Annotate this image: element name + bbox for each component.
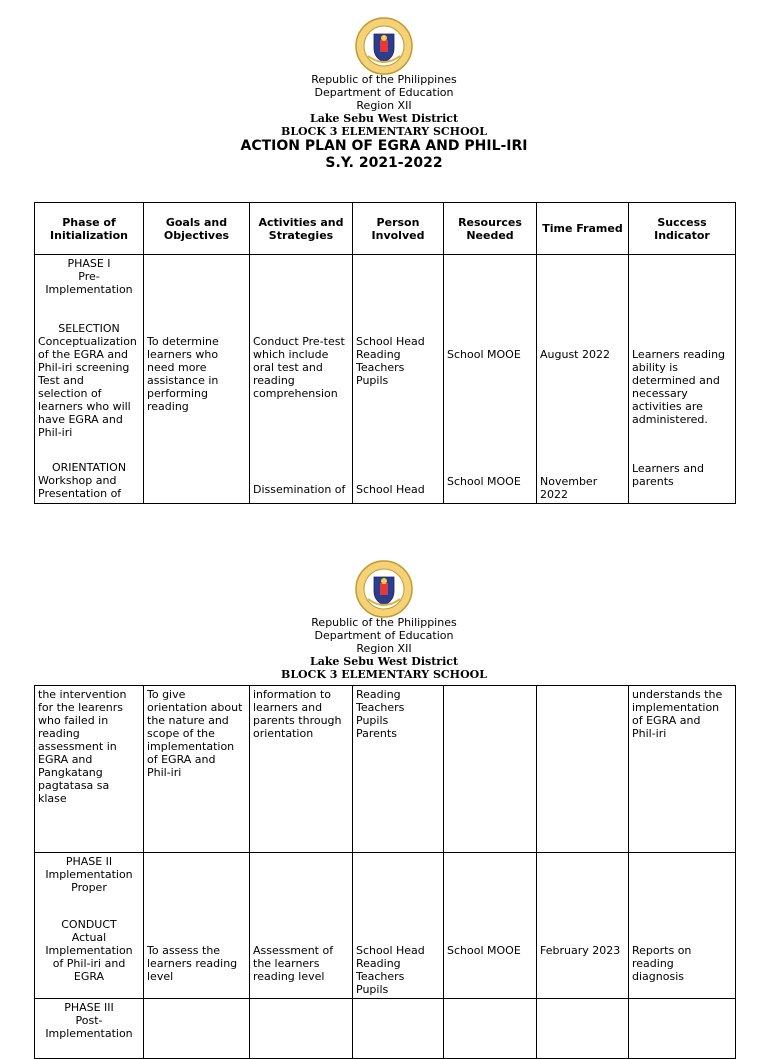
cell-phase [35,853,144,999]
letterhead-line-republic: Republic of the Philippines [311,73,457,86]
cell-indicator [629,999,736,1059]
cell-persons: School Head Reading Teachers Pupils [353,853,444,999]
deped-seal-icon [354,16,414,76]
cell-phase: the intervention for the learenrs who failed in reading assessment in EGRA and Pangkatang pagtatasa sa klase [35,686,144,853]
selection-phase: SELECTION Conceptualization of the EGRA and Phil-iri screening Test and selection of learners who will have EGRA and Phil-iri [38,322,137,439]
orientation-resources: School MOOE [447,475,521,488]
letterhead-line-department: Department of Education [314,86,454,99]
table-row [35,999,736,1059]
orientation-activities: Dissemination of [253,483,346,496]
header-persons: Person Involved [353,203,444,255]
letterhead-line-republic: Republic of the Philippines [311,616,457,629]
deped-seal-icon [354,559,414,619]
letterhead-district: Lake Sebu West District [309,112,459,125]
cell-activities [250,255,353,504]
selection-indicator: Learners reading ability is determined and necessary activities are administered. [632,348,726,426]
orientation-indicator: Learners and parents [632,462,704,488]
school-year: S.Y. 2021-2022 [325,155,443,171]
letterhead [0,73,768,172]
table-row [35,853,736,999]
selection-resources: School MOOE [447,348,521,361]
header-phase: Phase of Initialization [35,203,144,255]
cell-goals [144,255,250,504]
header-resources: Resources Needed [444,203,537,255]
action-plan-table-page-2 [34,685,736,1059]
orientation-phase: ORIENTATION Workshop and Presentation of [38,461,127,500]
table-row [35,255,736,504]
cell-activities [250,999,353,1059]
header-indicator: Success Indicator [629,203,736,255]
selection-persons: School Head Reading Teachers Pupils [356,335,425,387]
cell-persons [353,255,444,504]
selection-goals: To determine learners who need more assistance in performing reading [147,335,219,413]
letterhead-school: BLOCK 3 ELEMENTARY SCHOOL [281,125,487,138]
letterhead-line-region: Region XII [356,642,412,655]
selection-activities: Conduct Pre-test which include oral test and reading comprehension [253,335,345,400]
cell-goals: To assess the learners reading level [144,853,250,999]
selection-time: August 2022 [540,348,610,361]
header-time: Time Framed [537,203,629,255]
table-header-row [35,203,736,255]
cell-indicator [629,255,736,504]
phase-3-label: PHASE III Post- Implementation [45,1001,133,1040]
table-row [35,686,736,853]
cell-indicator: understands the implementation of EGRA and Phil-iri [629,686,736,853]
cell-phase [35,999,144,1059]
conduct-phase: CONDUCT Actual Implementation of Phil-iri and EGRA [45,918,133,983]
cell-resources: School MOOE [444,853,537,999]
letterhead-line-department: Department of Education [314,629,454,642]
cell-goals: To give orientation about the nature and scope of the implementation of EGRA and Phil-iri [144,686,250,853]
cell-activities: information to learners and parents through orientation [250,686,353,853]
orientation-persons: School Head [356,483,425,496]
cell-activities: Assessment of the learners reading level [250,853,353,999]
cell-time [537,686,629,853]
letterhead [0,616,768,681]
letterhead-school: BLOCK 3 ELEMENTARY SCHOOL [281,668,487,681]
cell-persons: Reading Teachers Pupils Parents [353,686,444,853]
cell-time [537,999,629,1059]
orientation-time: November 2022 [540,475,598,501]
page-2 [0,545,768,1040]
header-activities: Activities and Strategies [250,203,353,255]
cell-resources [444,686,537,853]
document-title: ACTION PLAN OF EGRA AND PHIL-IRI [240,138,528,154]
letterhead-line-region: Region XII [356,99,412,112]
phase-2-label: PHASE II Implementation Proper [45,855,133,894]
cell-goals [144,999,250,1059]
cell-indicator: Reports on reading diagnosis [629,853,736,999]
cell-resources [444,255,537,504]
cell-persons [353,999,444,1059]
cell-time [537,255,629,504]
phase-1-label: PHASE I Pre- Implementation [45,257,133,296]
cell-phase [35,255,144,504]
header-goals: Goals and Objectives [144,203,250,255]
cell-resources [444,999,537,1059]
action-plan-table-page-1 [34,202,736,504]
cell-time: February 2023 [537,853,629,999]
letterhead-district: Lake Sebu West District [309,655,459,668]
